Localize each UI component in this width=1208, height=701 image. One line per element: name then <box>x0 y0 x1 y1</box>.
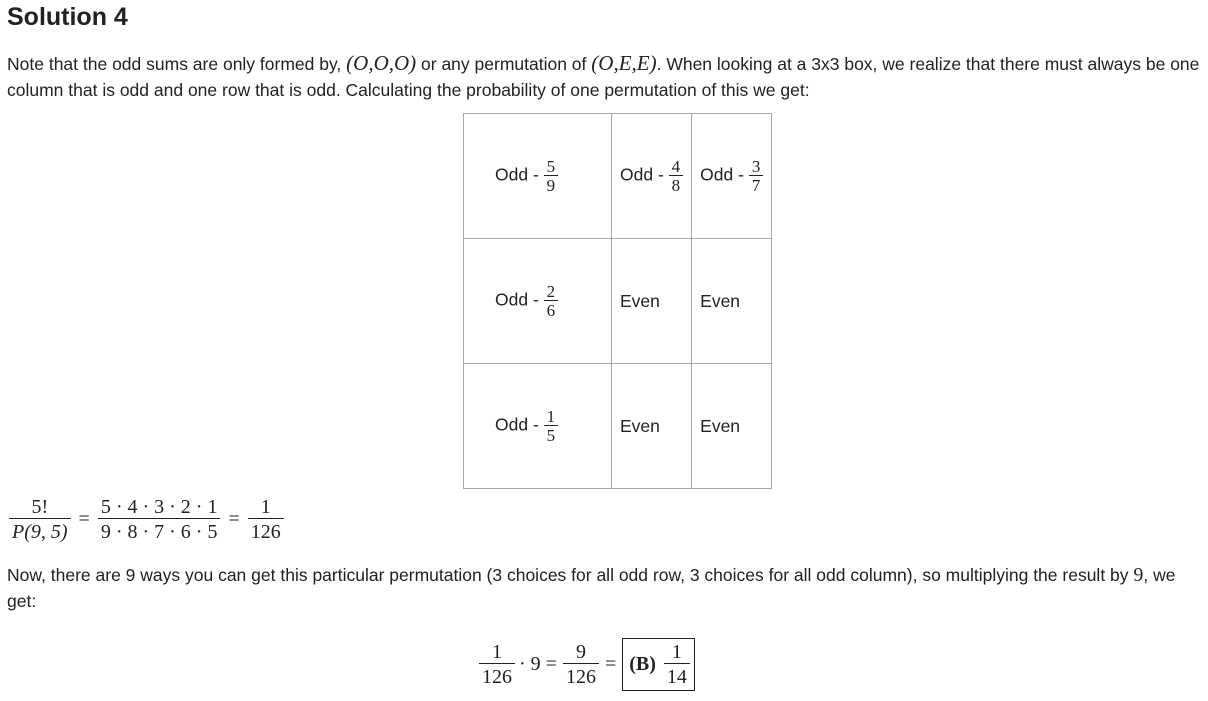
fraction-denominator: 126 <box>563 663 599 688</box>
cell-label: Odd - <box>495 164 539 185</box>
grid-cell <box>464 239 612 364</box>
cell-fraction <box>544 408 559 444</box>
cell-label: Odd - <box>495 414 539 435</box>
cell-label: Even <box>700 290 741 311</box>
intro-paragraph <box>7 50 1202 103</box>
probability-equation <box>9 496 284 543</box>
fraction-denominator: 126 <box>479 663 515 688</box>
fraction-numerator: 1 <box>546 407 556 426</box>
intro-text-1: Note that the odd sums are only formed by, <box>7 54 342 74</box>
fraction-denominator: 126 <box>248 518 284 543</box>
fraction-numerator: 9 <box>575 641 586 663</box>
fraction-denominator: 9 · 8 · 7 · 6 · 5 <box>98 518 221 543</box>
para2-text-1: Now, there are 9 ways you can get this particular permutation (3 choices for all odd row, 3 choices for all odd column), so multiplying the result by <box>7 565 1129 585</box>
grid-cell <box>692 114 772 239</box>
fraction-denominator: 8 <box>669 175 684 194</box>
cell-label: Even <box>620 290 660 311</box>
answer-fraction <box>664 641 690 688</box>
fraction-expanded-product <box>98 496 221 543</box>
intro-text-2: or any permutation of <box>421 54 587 74</box>
cell-label: Odd - <box>495 289 539 310</box>
fraction-numerator: 2 <box>546 282 556 301</box>
grid-row <box>464 114 772 239</box>
fraction-numerator: 5 · 4 · 3 · 2 · 1 <box>100 496 218 518</box>
boxed-answer <box>622 638 695 691</box>
grid-cell <box>612 364 692 489</box>
grid-cell <box>692 239 772 364</box>
fraction-numerator: 5! <box>31 496 49 518</box>
cell-fraction <box>544 158 559 194</box>
grid-cell <box>692 364 772 489</box>
fraction-denominator: 7 <box>749 175 764 194</box>
grid-cell <box>612 239 692 364</box>
grid-cell <box>464 114 612 239</box>
fraction-denominator: 6 <box>544 300 559 319</box>
fraction-denominator: 14 <box>664 663 690 688</box>
answer-choice-label: (B) <box>629 653 656 675</box>
probability-grid <box>463 113 772 489</box>
fraction-numerator: 1 <box>492 641 502 663</box>
cell-fraction <box>669 158 684 194</box>
fraction-numerator: 1 <box>260 496 271 518</box>
cell-fraction <box>544 283 559 319</box>
fraction-factorial-over-permutation <box>9 496 71 543</box>
fraction-nine-over-126 <box>563 641 599 688</box>
grid-row <box>464 239 772 364</box>
grid-cell <box>464 364 612 489</box>
fraction-numerator: 3 <box>751 157 761 176</box>
multiplication-paragraph <box>7 562 1202 614</box>
solution-heading: Solution 4 <box>7 3 128 31</box>
cell-label: Odd - <box>620 164 664 185</box>
equals-sign: = <box>228 508 240 530</box>
fraction-numerator: 1 <box>671 641 682 663</box>
fraction-one-over-126 <box>479 641 515 688</box>
fraction-denominator: 9 <box>544 175 559 194</box>
times-nine-equals: · 9 = <box>519 653 557 675</box>
fraction-numerator: 5 <box>546 157 556 176</box>
cell-label: Even <box>700 415 741 436</box>
intro-text-3: . When looking at a 3x3 box, we realize that there must always be one column that is odd and one row that is odd. Calculating the probability of one permutation of this we get: <box>7 54 1200 100</box>
math-nine: 9 <box>1133 564 1144 586</box>
fraction-result <box>248 496 284 543</box>
fraction-denominator: 5 <box>544 425 559 444</box>
equals-sign: = <box>604 653 617 675</box>
cell-fraction <box>749 158 764 194</box>
math-ooo: (O,O,O) <box>346 51 417 75</box>
fraction-numerator: 4 <box>671 157 681 176</box>
equals-sign: = <box>78 508 90 530</box>
cell-label: Even <box>620 415 660 436</box>
final-equation <box>479 638 695 691</box>
para2-text-2: , we get: <box>7 565 1176 611</box>
math-oee: (O,E,E) <box>591 51 657 75</box>
grid-row <box>464 364 772 489</box>
fraction-denominator: P(9, 5) <box>9 518 71 543</box>
grid-cell <box>612 114 692 239</box>
cell-label: Odd - <box>700 164 744 185</box>
